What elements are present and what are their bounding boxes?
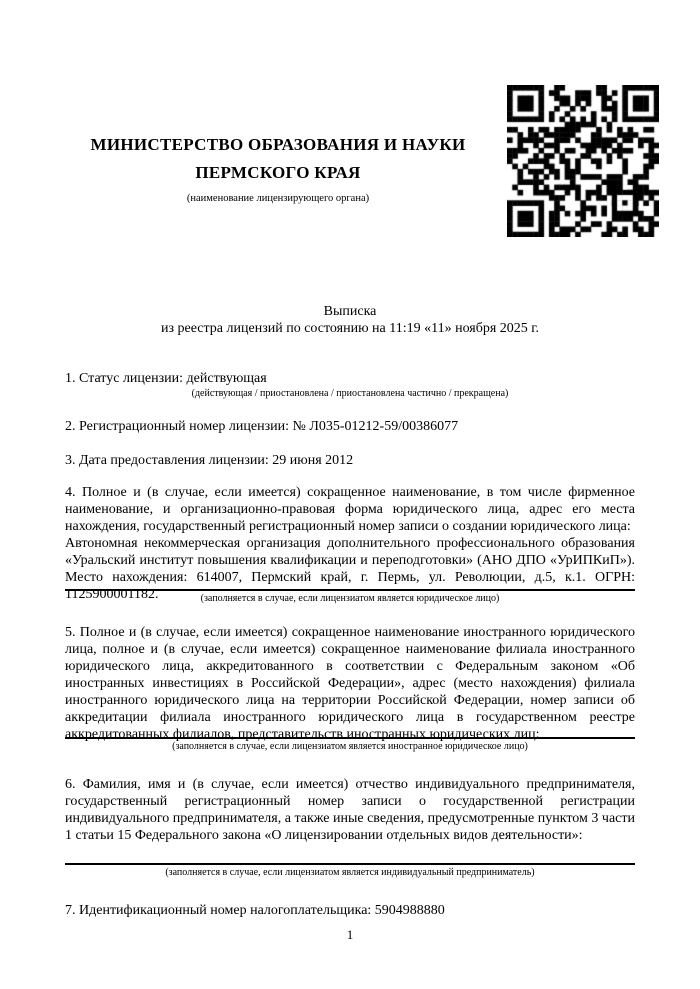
licensing-authority-header: [58, 131, 498, 205]
field-legal-entity-label: 4. Полное и (в случае, если имеется) сокращенное наименование, в том числе фирменное наименование, и организационно-правовая форма юридического лица, адрес его места нахождения, государственный регистрационный номер записи о создании юридического лица:: [65, 485, 635, 534]
status-options-caption: (действующая / приостановлена / приостановлена частично / прекращена): [191, 388, 509, 399]
field-foreign-entity-label: 5. Полное и (в случае, если имеется) сокращенное наименование иностранного юридического лица, полное и (в случае, если имеется) сокращенное наименование филиала иностранного юридического лица, аккредитованного в соответствии с Федеральным законом «Об иностранных инвестициях в Российской Федерации», адрес (место нахождения) филиала иностранного юридического лица на территории Российской Федерации, номер записи об аккредитации филиала иностранного юридического лица в государственном реестре аккредитованных филиалов, представительств иностранных юридических лиц:: [65, 625, 635, 742]
title-line-2: из реестра лицензий по состоянию на 11:19 «11» ноября 2025 г.: [161, 321, 539, 336]
document-title: [65, 303, 635, 337]
individual-entrepreneur-caption: (заполняется в случае, если лицензиатом является индивидуальный предприниматель): [165, 867, 535, 878]
qr-code-container: [507, 85, 659, 237]
field-registration-number: 2. Регистрационный номер лицензии: № Л035-01212-59/00386077: [65, 419, 459, 434]
legal-entity-separator-line: [65, 589, 635, 591]
individual-entrepreneur-separator-line: [65, 863, 635, 865]
legal-entity-caption: (заполняется в случае, если лицензиатом является юридическое лицо): [200, 593, 500, 604]
foreign-entity-caption: (заполняется в случае, если лицензиатом является иностранное юридическое лицо): [172, 741, 528, 752]
field-individual-entrepreneur-label: 6. Фамилия, имя и (в случае, если имеется) отчество индивидуального предпринимателя, государственный регистрационный номер записи о государственной регистрации индивидуального предпринимателя, а также иные сведения, предусмотренные пунктом 3 части 1 статьи 15 Федерального закона «О лицензировании отдельных видов деятельности»:: [65, 777, 635, 843]
authority-caption: (наименование лицензирующего органа): [186, 193, 370, 204]
foreign-entity-separator-line: [65, 737, 635, 739]
field-legal-entity-value: Автономная некоммерческая организация дополнительного профессионального образования «Уральский институт повышения квалификации и переподготовки» (АНО ДПО «УрИПКиП»). Место нахождения: 614007, Пермский край, г. Пермь, ул. Революции, д.5, к.1. ОГРН: 1125900001182.: [65, 536, 635, 602]
field-grant-date: 3. Дата предоставления лицензии: 29 июня 2012: [65, 453, 354, 468]
qr-code: [507, 85, 659, 237]
field-inn: 7. Идентификационный номер налогоплательщика: 5904988880: [65, 903, 445, 918]
field-license-status: 1. Статус лицензии: действующая: [65, 371, 267, 386]
page-number: 1: [346, 927, 354, 942]
ministry-name-line-1: МИНИСТЕРСТВО ОБРАЗОВАНИЯ И НАУКИ: [90, 135, 466, 154]
ministry-name-line-2: ПЕРМСКОГО КРАЯ: [195, 163, 361, 182]
title-line-1: Выписка: [323, 304, 377, 319]
